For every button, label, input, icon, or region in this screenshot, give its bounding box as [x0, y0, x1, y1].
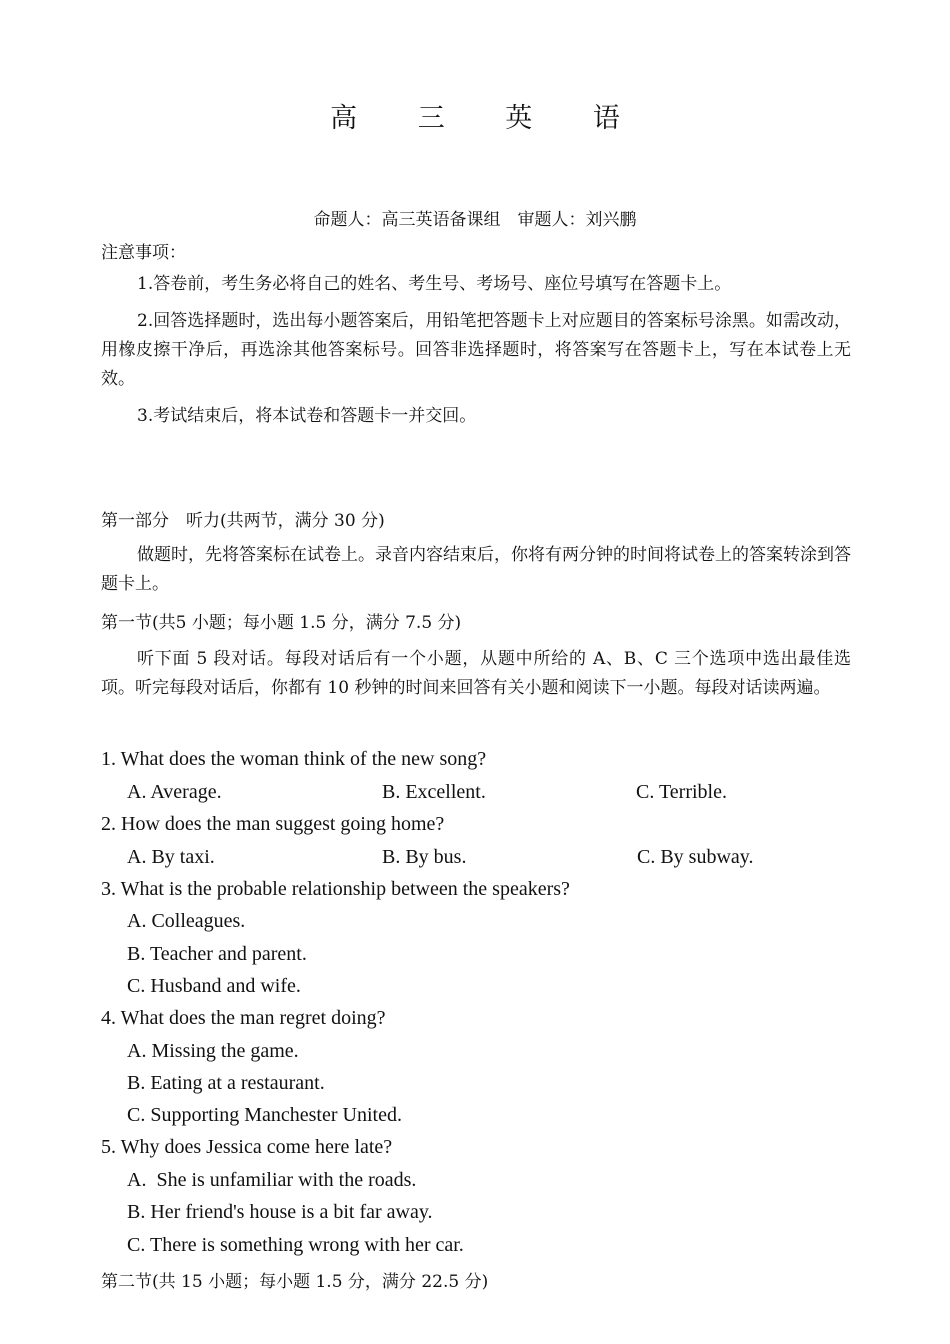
notice-heading: 注意事项：: [101, 243, 186, 263]
question-4: 4. What does the man regret doing?: [101, 1007, 386, 1029]
option-c: C. Husband and wife.: [127, 975, 301, 997]
question-2: 2. How does the man suggest going home?: [101, 813, 445, 835]
notice-item-1: 1.答卷前，考生务必将自己的姓名、考生号、考场号、座位号填写在答题卡上。: [137, 274, 732, 294]
option-a: A. She is unfamiliar with the roads.: [127, 1169, 417, 1191]
question-5: 5. Why does Jessica come here late?: [101, 1136, 393, 1158]
option-b: B. By bus.: [382, 846, 467, 868]
page-title: 高 三 英 语: [330, 103, 646, 134]
part1-heading: 第一部分 听力(共两节，满分 30 分): [101, 511, 385, 531]
option-b: B. Her friend's house is a bit far away.: [127, 1201, 433, 1223]
section1-heading: 第一节(共5 小题；每小题 1.5 分，满分 7.5 分): [101, 613, 462, 633]
option-c: C. There is something wrong with her car.: [127, 1234, 464, 1256]
option-a: A. Average.: [127, 781, 222, 803]
option-a: A. Colleagues.: [127, 910, 246, 932]
section2-heading: 第二节(共 15 小题；每小题 1.5 分，满分 22.5 分): [101, 1272, 489, 1292]
option-b: B. Excellent.: [382, 781, 486, 803]
section1-instruction: 听下面 5 段对话。每段对话后有一个小题，从题中所给的 A、B、C 三个选项中选出最佳选项。听完每段对话后，你都有 10 秒钟的时间来回答有关小题和阅读下一小题。每段对话读两遍。: [101, 649, 851, 698]
option-c: C. Supporting Manchester United.: [127, 1104, 402, 1126]
option-c: C. By subway.: [637, 846, 754, 868]
notice-item-2: 2.回答选择题时，选出每小题答案后，用铅笔把答题卡上对应题目的答案标号涂黑。如需改动，用橡皮擦干净后，再选涂其他答案标号。回答非选择题时，将答案写在答题卡上，写在本试卷上无效。: [101, 311, 851, 389]
option-a: A. Missing the game.: [127, 1040, 299, 1062]
question-1: 1. What does the woman think of the new song?: [101, 748, 487, 770]
option-a: A. By taxi.: [127, 846, 215, 868]
author-line: 命题人：高三英语备课组 审题人：刘兴鹏: [313, 210, 637, 230]
question-1-options: [127, 781, 847, 807]
option-c: C. Terrible.: [636, 781, 727, 803]
notice-item-3: 3.考试结束后，将本试卷和答题卡一并交回。: [137, 406, 477, 426]
part1-instruction: 做题时，先将答案标在试卷上。录音内容结束后，你将有两分钟的时间将试卷上的答案转涂到答题卡上。: [101, 545, 851, 594]
question-3: 3. What is the probable relationship between the speakers?: [101, 878, 570, 900]
option-b: B. Eating at a restaurant.: [127, 1072, 325, 1094]
option-b: B. Teacher and parent.: [127, 943, 307, 965]
question-2-options: [127, 846, 847, 872]
